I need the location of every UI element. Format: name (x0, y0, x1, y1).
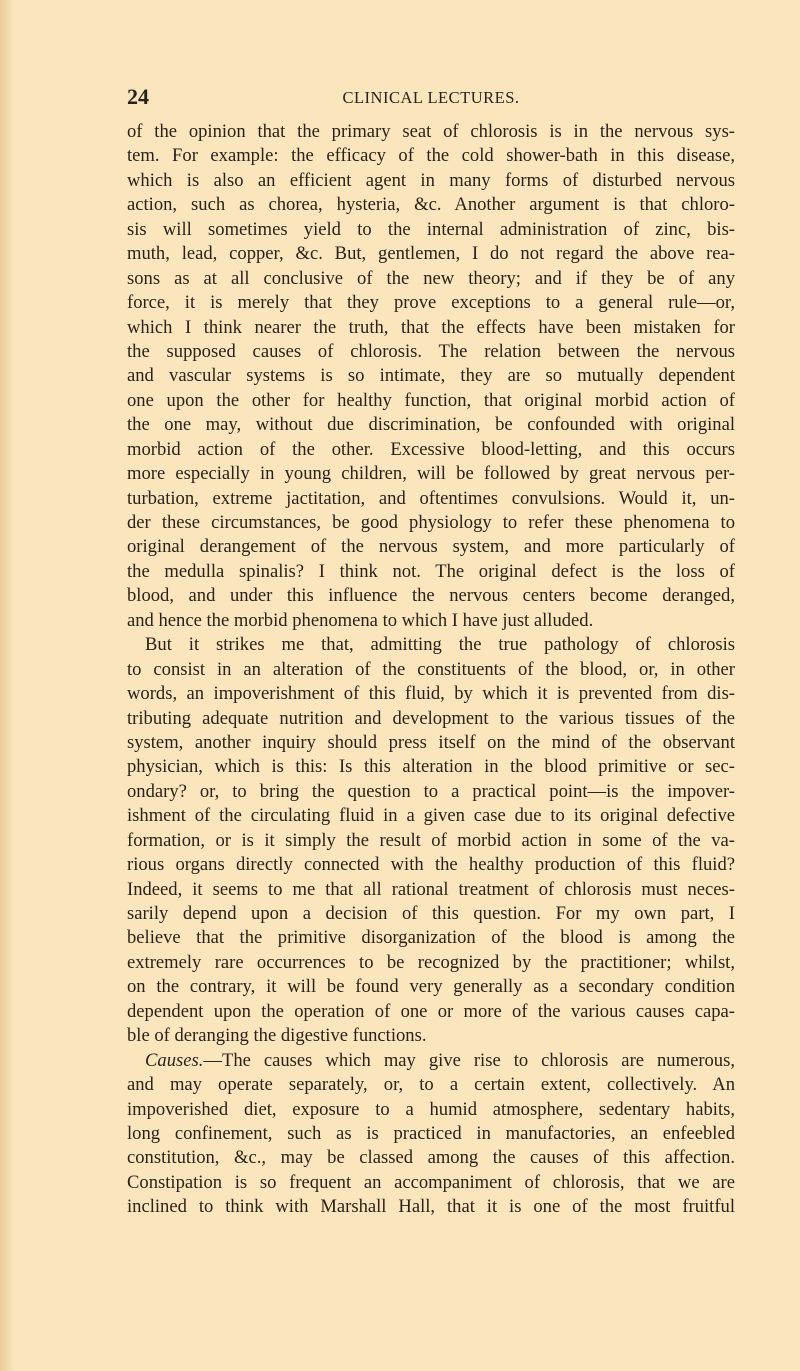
line-text: original derangement of the nervous system, and more particularly of (127, 536, 735, 558)
page-header (127, 84, 735, 114)
page-number: 24 (127, 84, 149, 109)
text-line (127, 291, 735, 315)
running-title: CLINICAL LECTURES. (342, 88, 520, 107)
line-text: muth, lead, copper, &c. But, gentlemen, I do not regard the above rea- (127, 243, 735, 265)
section-heading: Causes. (145, 1049, 204, 1071)
line-text: and may operate separately, or, to a certain extent, collectively. An (127, 1074, 735, 1096)
line-text: Indeed, it seems to me that all rational treatment of chlorosis must neces- (127, 878, 735, 900)
line-text: one upon the other for healthy function, that original morbid action of (127, 389, 735, 411)
line-text: morbid action of the other. Excessive blood-letting, and this occurs (127, 438, 735, 460)
text-line (127, 389, 735, 413)
text-line (127, 584, 735, 608)
text-line (127, 1073, 735, 1097)
line-text: ishment of the circulating fluid in a given case due to its original defective (127, 805, 735, 827)
line-text: the supposed causes of chlorosis. The relation between the nervous (127, 340, 735, 362)
line-text: tem. For example: the efficacy of the cold shower-bath in this disease, (127, 145, 735, 167)
text-line (127, 1171, 735, 1195)
text-line (127, 975, 735, 999)
text-line (127, 1049, 735, 1073)
line-text: sis will sometimes yield to the internal administration of zinc, bis- (127, 218, 735, 240)
text-line (127, 413, 735, 437)
line-text: the one may, without due discrimination, be confounded with original (127, 414, 735, 436)
text-line (127, 1098, 735, 1122)
text-line (127, 609, 735, 633)
text-line (127, 316, 735, 340)
line-text: sarily depend upon a decision of this question. For my own part, I (127, 903, 735, 924)
line-text: believe that the primitive disorganization of the blood is among the (127, 927, 735, 949)
text-line (127, 1195, 735, 1219)
line-text: action, such as chorea, hysteria, &c. Another argument is that chloro- (127, 194, 735, 216)
line-text: to consist in an alteration of the constituents of the blood, or, in other (127, 658, 735, 680)
text-line (127, 169, 735, 193)
line-text: and vascular systems is so intimate, they are so mutually dependent (127, 365, 735, 387)
text-line (127, 267, 735, 291)
text-line (127, 682, 735, 706)
line-text: der these circumstances, be good physiology to refer these phenomena to (127, 512, 735, 533)
text-line (127, 511, 735, 535)
line-text: impoverished diet, exposure to a humid atmosphere, sedentary habits, (127, 1098, 735, 1120)
text-line (127, 780, 735, 804)
text-line (127, 242, 735, 266)
line-text: —The causes which may give rise to chlorosis are numerous, (203, 1049, 735, 1071)
line-text: ble of deranging the digestive functions. (127, 1025, 427, 1047)
line-text: more especially in young children, will be followed by great nervous per- (127, 463, 735, 485)
text-line (127, 829, 735, 853)
text-line (127, 731, 735, 755)
line-text: tributing adequate nutrition and development to the various tissues of the (127, 707, 735, 729)
text-line (127, 1146, 735, 1170)
text-line (127, 144, 735, 168)
page-binding-shadow (0, 0, 14, 1371)
line-text: and hence the morbid phenomena to which I have just alluded. (127, 609, 594, 631)
line-text: blood, and under this influence the nervous centers become deranged, (127, 585, 735, 607)
text-line (127, 218, 735, 242)
text-line (127, 560, 735, 584)
line-text: ondary? or, to bring the question to a practical point—is the impover- (127, 780, 735, 802)
line-text: rious organs directly connected with the healthy production of this fluid? (127, 854, 735, 876)
text-line (127, 755, 735, 779)
text-line (127, 364, 735, 388)
line-text: But it strikes me that, admitting the true pathology of chlorosis (145, 634, 735, 656)
line-text: system, another inquiry should press itself on the mind of the observant (127, 731, 735, 753)
line-text: of the opinion that the primary seat of chlorosis is in the nervous sys- (127, 121, 735, 142)
line-text: force, it is merely that they prove exceptions to a general rule—or, (127, 292, 735, 314)
text-line (127, 193, 735, 217)
line-text: the medulla spinalis? I think not. The original defect is the loss of (127, 560, 735, 582)
text-line (127, 633, 735, 657)
body-text (127, 120, 735, 1220)
text-line (127, 853, 735, 877)
line-text: words, an impoverishment of this fluid, by which it is prevented from dis- (127, 683, 735, 705)
line-text: inclined to think with Marshall Hall, that it is one of the most fruitful (127, 1196, 735, 1218)
line-text: extremely rare occurrences to be recognized by the practitioner; whilst, (127, 951, 735, 973)
text-line (127, 658, 735, 682)
text-line (127, 487, 735, 511)
line-text: turbation, extreme jactitation, and oftentimes convulsions. Would it, un- (127, 487, 735, 509)
text-line (127, 707, 735, 731)
text-line (127, 1024, 735, 1048)
line-text: which is also an efficient agent in many forms of disturbed nervous (127, 169, 735, 191)
line-text: sons as at all conclusive of the new theory; and if they be of any (127, 267, 735, 289)
line-text: constitution, &c., may be classed among the causes of this affection. (127, 1147, 735, 1169)
line-text: formation, or is it simply the result of morbid action in some of the va- (127, 829, 735, 851)
line-text: long confinement, such as is practiced in manufactories, an enfeebled (127, 1122, 735, 1144)
text-line (127, 120, 735, 144)
text-line (127, 926, 735, 950)
text-line (127, 902, 735, 926)
line-text: physician, which is this: Is this alteration in the blood primitive or sec- (127, 756, 735, 778)
text-line (127, 804, 735, 828)
text-line (127, 951, 735, 975)
line-text: on the contrary, it will be found very generally as a secondary condition (127, 976, 735, 998)
line-text: which I think nearer the truth, that the effects have been mistaken for (127, 316, 735, 338)
text-line (127, 1000, 735, 1024)
text-line (127, 1122, 735, 1146)
text-line (127, 340, 735, 364)
line-text: Constipation is so frequent an accompaniment of chlorosis, that we are (127, 1171, 735, 1193)
text-line (127, 535, 735, 559)
text-line (127, 438, 735, 462)
line-text: dependent upon the operation of one or more of the various causes capa- (127, 1000, 735, 1022)
text-line (127, 878, 735, 902)
text-line (127, 462, 735, 486)
